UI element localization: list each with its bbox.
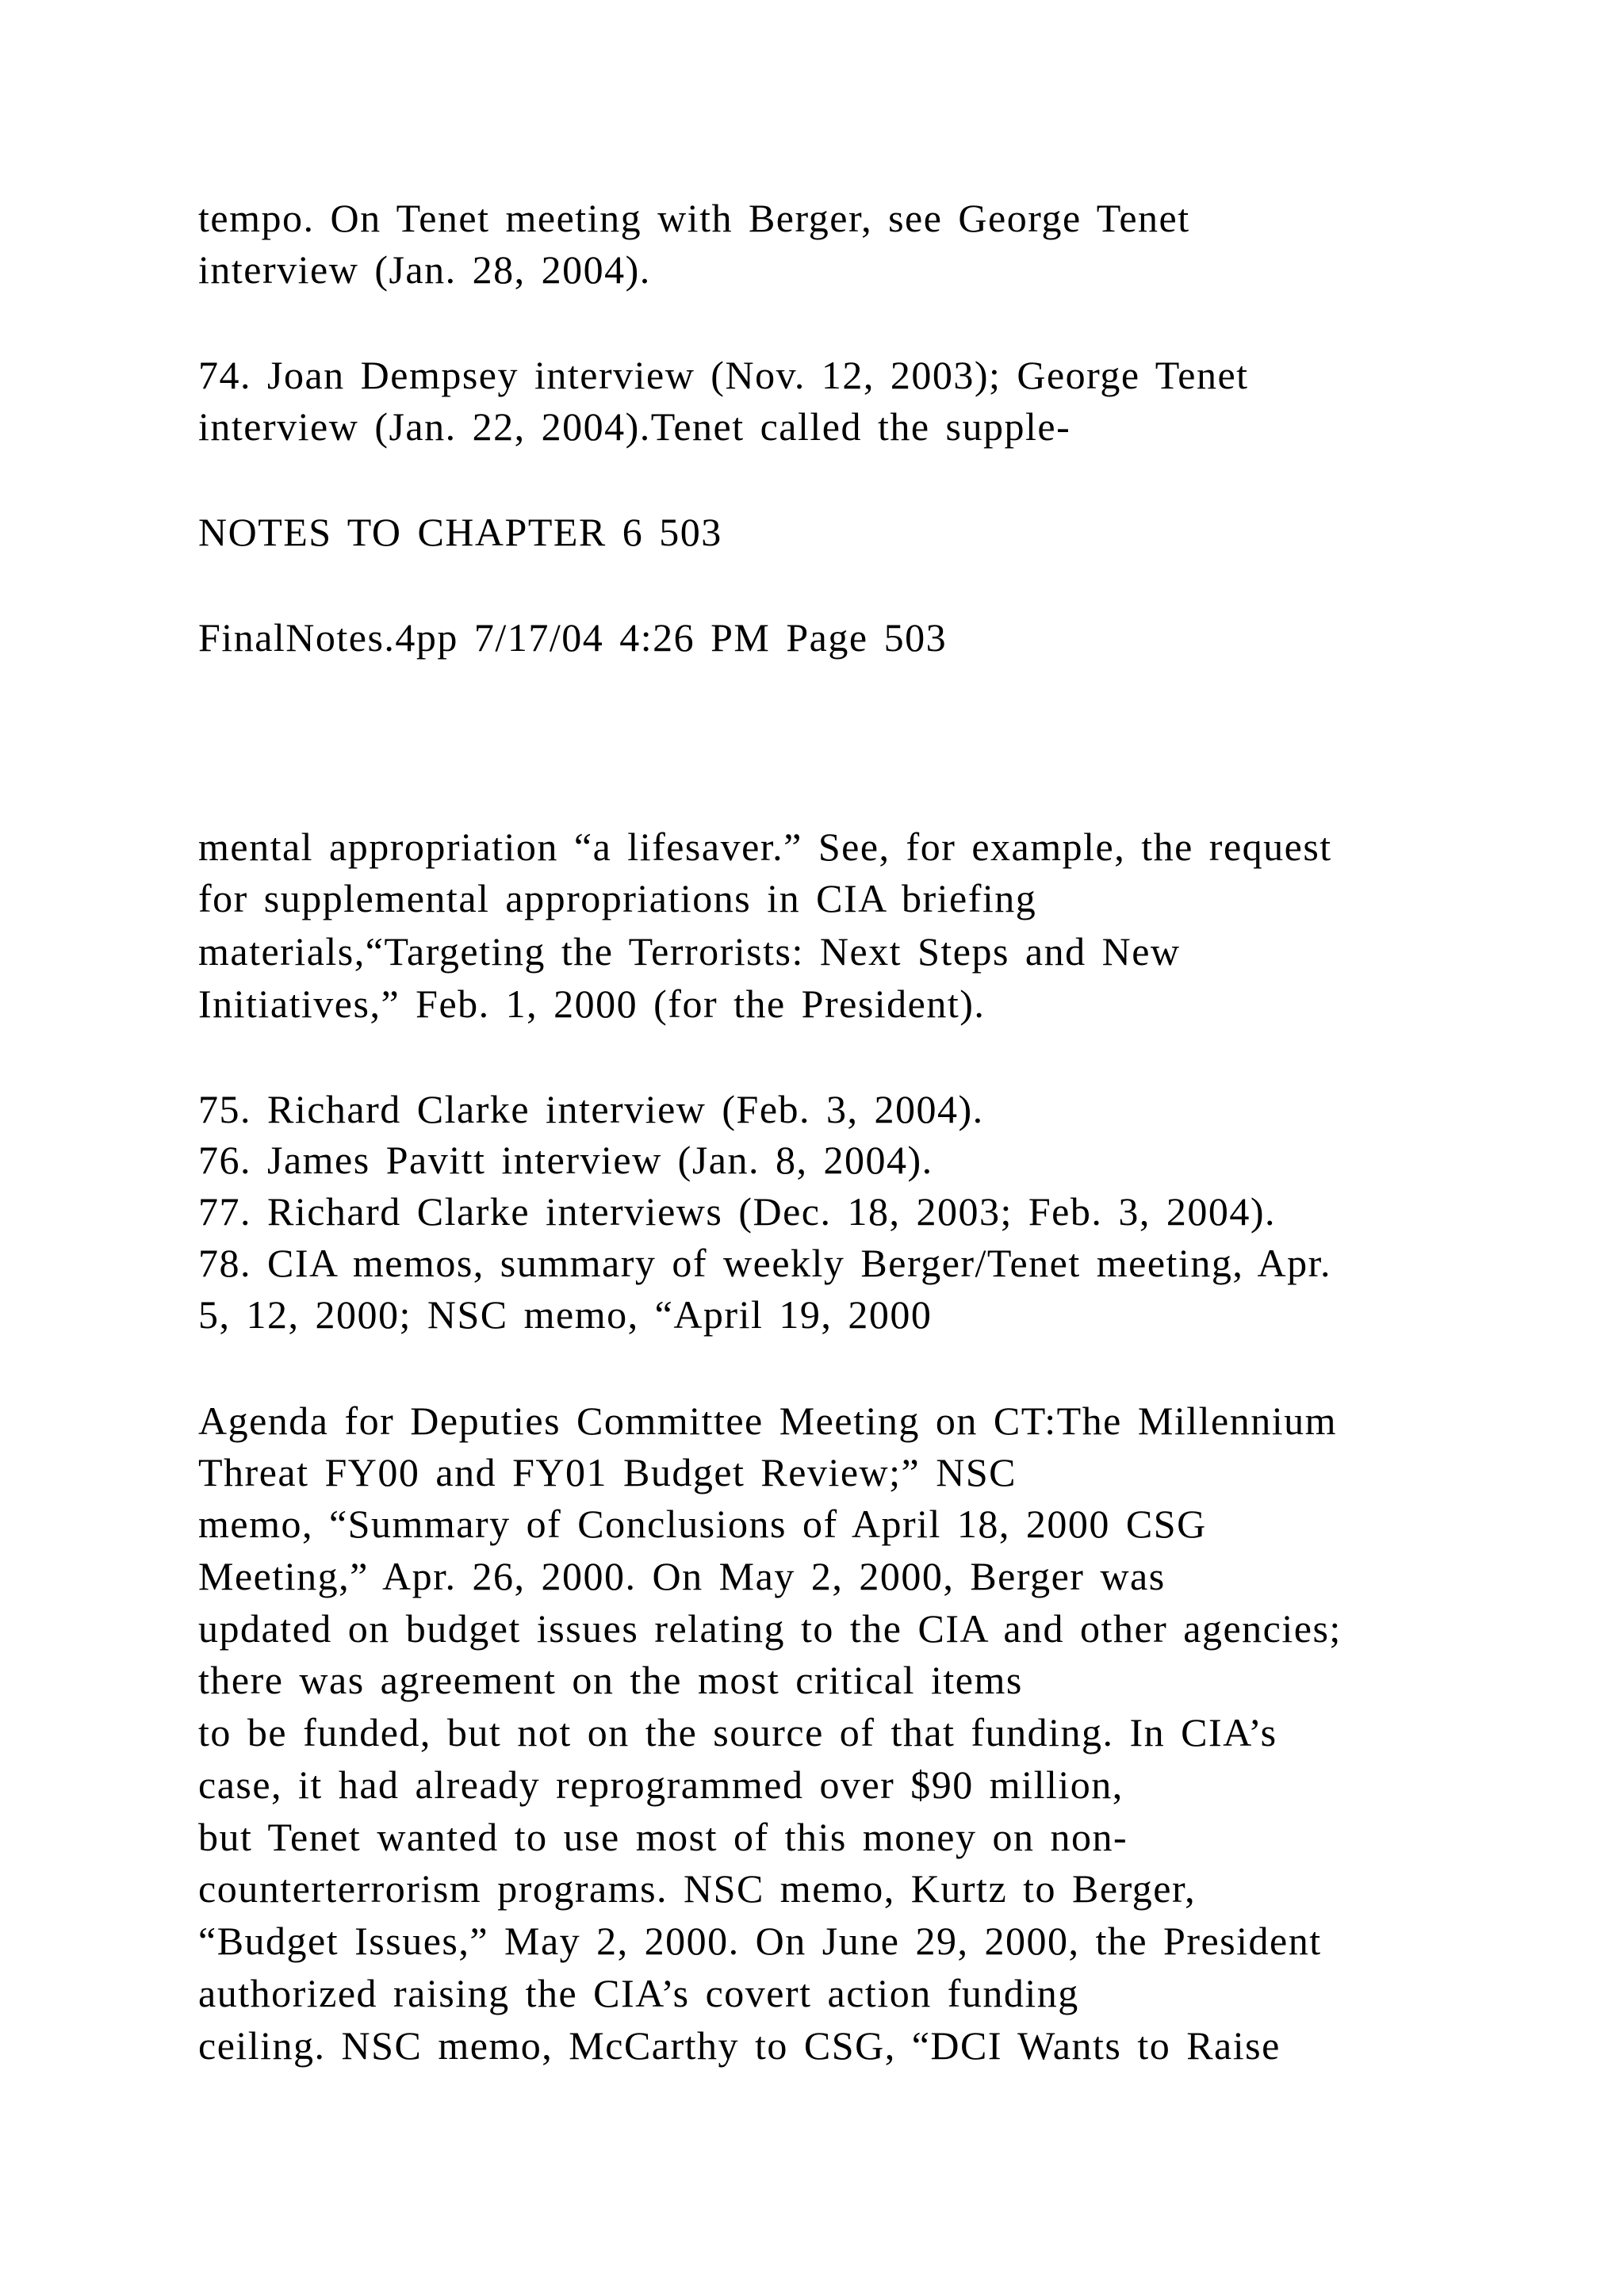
text-line: Agenda for Deputies Committee Meeting on CT:The Millennium bbox=[198, 1399, 1337, 1443]
text-line: updated on budget issues relating to the CIA and other agencies; bbox=[198, 1606, 1342, 1651]
text-line: for supplemental appropriations in CIA briefing bbox=[198, 876, 1037, 920]
note-76: 76. James Pavitt interview (Jan. 8, 2004). bbox=[198, 1138, 933, 1182]
text-line: ceiling. NSC memo, McCarthy to CSG, “DCI Wants to Raise bbox=[198, 2023, 1281, 2068]
note-75: 75. Richard Clarke interview (Feb. 3, 2004). bbox=[198, 1087, 984, 1131]
text-line: case, it had already reprogrammed over $90 million, bbox=[198, 1762, 1124, 1807]
text-line: Meeting,” Apr. 26, 2000. On May 2, 2000, Berger was bbox=[198, 1554, 1166, 1598]
text-line: but Tenet wanted to use most of this money on non- bbox=[198, 1815, 1128, 1859]
text-line: interview (Jan. 28, 2004). bbox=[198, 247, 651, 292]
text-line: tempo. On Tenet meeting with Berger, see George Tenet bbox=[198, 196, 1190, 240]
text-line: mental appropriation “a lifesaver.” See, for example, the request bbox=[198, 825, 1332, 869]
text-line: there was agreement on the most critical items bbox=[198, 1658, 1023, 1702]
note-78: 78. CIA memos, summary of weekly Berger/Tenet meeting, Apr. bbox=[198, 1241, 1332, 1285]
note-77: 77. Richard Clarke interviews (Dec. 18, 2003; Feb. 3, 2004). bbox=[198, 1189, 1277, 1234]
page-footer-chapter: NOTES TO CHAPTER 6 503 bbox=[198, 510, 722, 554]
text-line: 74. Joan Dempsey interview (Nov. 12, 2003); George Tenet bbox=[198, 353, 1249, 397]
text-line: “Budget Issues,” May 2, 2000. On June 29, 2000, the President bbox=[198, 1919, 1322, 1963]
text-line: counterterrorism programs. NSC memo, Kurtz to Berger, bbox=[198, 1866, 1197, 1911]
text-line: materials,“Targeting the Terrorists: Next Steps and New bbox=[198, 929, 1181, 974]
text-line: Threat FY00 and FY01 Budget Review;” NSC bbox=[198, 1450, 1017, 1494]
text-line: interview (Jan. 22, 2004).Tenet called the supple- bbox=[198, 404, 1071, 449]
text-line: Initiatives,” Feb. 1, 2000 (for the President). bbox=[198, 982, 986, 1026]
text-line: authorized raising the CIA’s covert action funding bbox=[198, 1971, 1079, 2015]
page-slug: FinalNotes.4pp 7/17/04 4:26 PM Page 503 bbox=[198, 615, 948, 660]
text-line: 5, 12, 2000; NSC memo, “April 19, 2000 bbox=[198, 1292, 933, 1337]
text-line: to be funded, but not on the source of that funding. In CIA’s bbox=[198, 1710, 1277, 1755]
text-line: memo, “Summary of Conclusions of April 18, 2000 CSG bbox=[198, 1502, 1207, 1546]
